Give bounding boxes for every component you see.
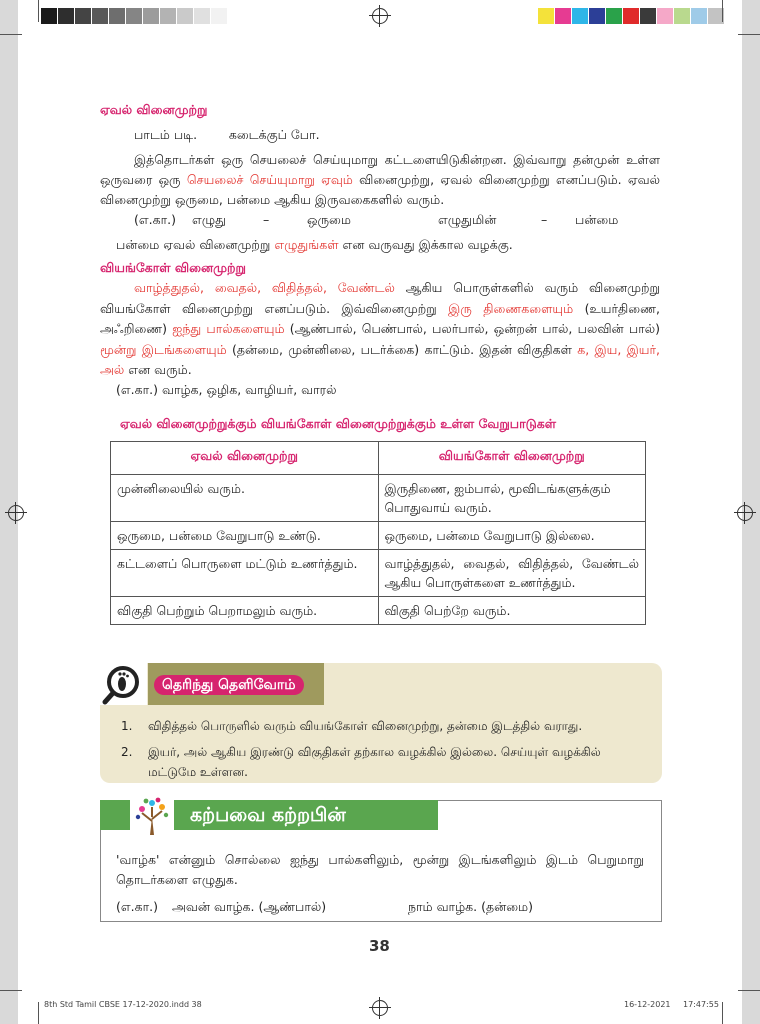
table-cell: ஒருமை, பன்மை வேறுபாடு உண்டு.	[111, 522, 379, 550]
after-learning-example: அவன் வாழ்க. (ஆண்பால்)	[172, 899, 327, 914]
crop-mark	[38, 1002, 39, 1024]
crop-mark	[722, 0, 723, 22]
table-row	[111, 475, 646, 522]
example-dash: –	[263, 212, 270, 227]
table-cell: வாழ்த்துதல், வைதல், விதித்தல், வேண்டல் ஆகிய பொருள்களை உணர்த்தும்.	[378, 550, 646, 597]
color-swatch	[160, 8, 177, 24]
color-swatch	[623, 8, 640, 24]
registration-mark-top-icon	[372, 8, 388, 24]
after-learning-example: நாம் வாழ்க. (தன்மை)	[408, 899, 533, 914]
table-cell: விகுதி பெற்றும் பெறாமலும் வரும்.	[111, 597, 379, 625]
color-swatch	[674, 8, 691, 24]
table-header-row	[111, 442, 646, 475]
table-row	[111, 522, 646, 550]
table-cell: முன்னிலையில் வரும்.	[111, 475, 379, 522]
know-clearly-title: தெரிந்து தெளிவோம்	[152, 673, 326, 697]
table-cell: கட்டளைப் பொருளை மட்டும் உணர்த்தும்.	[111, 550, 379, 597]
know-item-text: இயர், அல் ஆகிய இரண்டு விகுதிகள் தற்கால வழக்கில் இல்லை. செய்யுள் வழக்கில் மட்டுமே உள்ளன.	[148, 745, 601, 779]
color-swatch	[109, 8, 126, 24]
registration-mark-right-icon	[737, 505, 753, 521]
example-label: (எ.கா.)	[134, 212, 176, 227]
page-number: 38	[369, 937, 390, 955]
column-header-viyangol: வியங்கோள் வினைமுற்று	[378, 442, 646, 475]
example-word: எழுதுமின்	[438, 212, 497, 227]
crop-mark	[38, 0, 39, 22]
example-number: பன்மை	[575, 212, 619, 227]
comparison-table	[110, 441, 646, 625]
section-heading-eval: ஏவல் வினைமுற்று	[100, 102, 208, 117]
crop-mark	[0, 990, 22, 991]
process-color-bar	[538, 8, 725, 24]
section-heading-viyangol: வியங்கோள் வினைமுற்று	[100, 260, 246, 275]
color-swatch	[657, 8, 674, 24]
table-title: ஏவல் வினைமுற்றுக்கும் வியங்கோள் வினைமுற்றுக்கும் உள்ள வேறுபாடுகள்	[120, 416, 557, 431]
color-swatch	[41, 8, 58, 24]
crop-mark	[0, 34, 22, 35]
color-swatch	[555, 8, 572, 24]
color-swatch	[572, 8, 589, 24]
highlight-text: செயலைச் செய்யுமாறு ஏவும்	[186, 172, 353, 187]
color-swatch	[640, 8, 657, 24]
color-swatch	[691, 8, 708, 24]
color-swatch	[606, 8, 623, 24]
know-item-number: 2.	[121, 745, 133, 759]
table-row	[111, 597, 646, 625]
color-swatch	[75, 8, 92, 24]
after-learning-title: கற்பவை கற்றபின்	[190, 804, 346, 826]
color-swatch	[126, 8, 143, 24]
viyangol-example: (எ.கா.) வாழ்க, ஒழிக, வாழியர், வாரல்	[116, 382, 337, 397]
color-swatch	[177, 8, 194, 24]
registration-mark-bottom-icon	[372, 1000, 388, 1016]
color-swatch	[589, 8, 606, 24]
example-sentences: பாடம் படி. கடைக்குப் போ.	[134, 127, 320, 142]
table-cell: ஒருமை, பன்மை வேறுபாடு இல்லை.	[378, 522, 646, 550]
know-item-number: 1.	[121, 719, 133, 733]
example-label: (எ.கா.)	[116, 899, 158, 914]
crop-mark	[722, 1002, 723, 1024]
knowledge-tree-icon	[130, 795, 174, 837]
highlight-text: எழுதுங்கள்	[274, 237, 339, 252]
table-cell: இருதிணை, ஐம்பால், மூவிடங்களுக்கும் பொதுவாய் வரும்.	[378, 475, 646, 522]
example-number: ஒருமை	[307, 212, 351, 227]
crop-mark	[738, 34, 760, 35]
color-swatch	[211, 8, 228, 24]
column-header-eval: ஏவல் வினைமுற்று	[111, 442, 379, 475]
print-slug-date: 16-12-2021	[624, 1000, 671, 1009]
print-slug-filename: 8th Std Tamil CBSE 17-12-2020.indd 38	[44, 1000, 202, 1009]
after-learning-task: 'வாழ்க' என்னும் சொல்லை ஐந்து பால்களிலும், மூன்று இடங்களிலும் இடம் பெறுமாறு தொடர்களை எழுதுக.	[116, 852, 644, 887]
example-word: எழுது	[192, 212, 226, 227]
example-dash: –	[541, 212, 548, 227]
eval-definition-paragraph: இத்தொடர்கள் ஒரு செயலைச் செய்யுமாறு கட்டளையிடுகின்றன. இவ்வாறு தன்முன் உள்ள ஒருவரை ஒரு செயலைச் செய்யுமாறு ஏவும் வினைமுற்று, ஏவல் வினைமுற்று எனப்படும். ஏவல் வினைமுற்று ஒருமை, பன்மை ஆகிய இருவகைகளில் வரும்.	[100, 152, 660, 207]
crop-mark	[738, 990, 760, 991]
color-swatch	[194, 8, 211, 24]
registration-mark-left-icon	[8, 505, 24, 521]
know-item-text: விதித்தல் பொருளில் வரும் வியங்கோள் வினைமுற்று, தன்மை இடத்தில் வராது.	[148, 719, 583, 733]
color-swatch	[58, 8, 75, 24]
color-swatch	[92, 8, 109, 24]
grey-color-bar	[41, 8, 228, 24]
viyangol-definition-paragraph: வாழ்த்துதல், வைதல், விதித்தல், வேண்டல் ஆகிய பொருள்களில் வரும் வினைமுற்று வியங்கோள் வினைமுற்று எனப்படும். இவ்வினைமுற்று இரு திணைகளையும் (உயர்திணை, அஃறிணை) ஐந்து பால்களையும் (ஆண்பால், பெண்பால், பலர்பால், ஒன்றன் பால், பலவின் பால்) மூன்று இடங்களையும் (தன்மை, முன்னிலை, படர்க்கை) காட்டும். இதன் விகுதிகள் க, இய, இயர், அல் என வரும்.	[100, 280, 660, 377]
color-swatch	[143, 8, 160, 24]
footprint-magnifier-icon	[99, 663, 147, 705]
color-swatch	[538, 8, 555, 24]
table-cell: விகுதி பெற்றே வரும்.	[378, 597, 646, 625]
table-row	[111, 550, 646, 597]
plural-usage-note: பன்மை ஏவல் வினைமுற்று எழுதுங்கள் என வருவது இக்கால வழக்கு.	[116, 237, 513, 252]
print-slug-time: 17:47:55	[683, 1000, 719, 1009]
